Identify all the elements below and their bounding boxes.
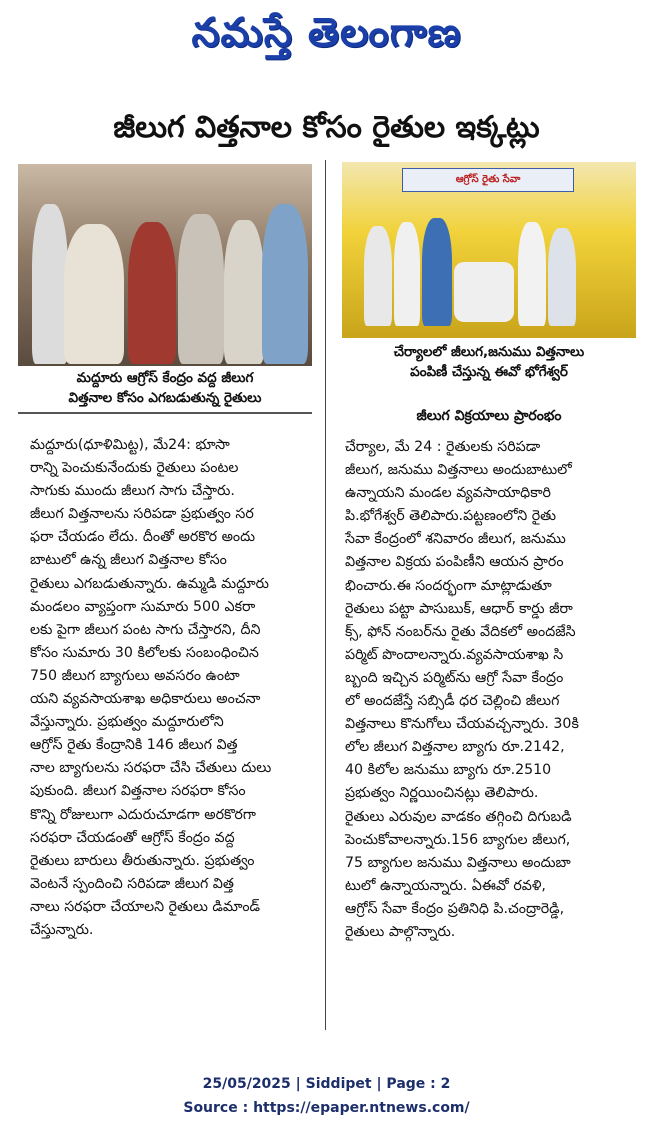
right-caption-line-2: పంపిణీ చేస్తున్న ఈవో భోగేశ్వర్: [410, 364, 568, 380]
article-line: పెంచుకోవాలన్నారు.156 బ్యాగుల జీలుగ,: [345, 831, 571, 848]
right-news-photo: [342, 162, 636, 338]
article-line: మండలం వ్యాప్తంగా సుమారు 500 ఎకరా: [30, 598, 256, 615]
article-line: సాగుకు ముందు జీలుగ సాగు చేస్తారు.: [30, 483, 235, 500]
article-line: ఉన్నాయని మండల వ్యవసాయాధికారి: [345, 485, 551, 502]
left-photo-caption: [18, 368, 312, 414]
article-line: పి.భోగేశ్వర్ తెలిపారు.పట్టణంలోని రైతు: [345, 508, 557, 525]
left-news-photo: [18, 164, 312, 366]
article-line: 40 కిలోల జనుము బ్యాగు రూ.2510: [345, 762, 552, 779]
article-line: ఆగ్రోస్ సేవా కేంద్రం ప్రతినిధి పి.చంద్రారెడ్డి,: [345, 900, 565, 917]
article-line: రైతులు ఎరువుల వాడకం తగ్గించి దిగుబడి: [345, 808, 572, 825]
shop-sign: ఆగ్రోస్ రైతు సేవా: [402, 168, 574, 192]
left-caption-line-2: విత్తనాల కోసం ఎగబడుతున్న రైతులు: [68, 390, 262, 406]
article-line: రాన్ని పెంచుకునేందుకు రైతులు పంటల: [30, 460, 239, 477]
article-line: జీలుగ, జనుము విత్తనాలు అందుబాటులో: [345, 462, 572, 479]
article-line: క్స్, ఫోన్ నంబర్‌ను రైతు వేదికలో అందజేసి: [345, 623, 576, 640]
article-headline: జీలుగ విత్తనాల కోసం రైతుల ఇక్కట్లు: [113, 110, 540, 145]
article-line: రైతులు పాల్గొన్నారు.: [345, 923, 456, 940]
article-line: వెంటనే స్పందించి సరిపడా జీలుగ విత్త: [30, 875, 234, 892]
article-line: రైతులు పట్టా పాసుబుక్, ఆధార్ కార్డు జీరా: [345, 600, 573, 617]
article-line: కోసం సుమారు 30 కిలోలకు సంబంధించిన: [30, 644, 259, 661]
page-footer: [0, 1072, 653, 1120]
article-line: సేవా కేంద్రంలో శనివారం జీలుగ, జనుము: [345, 531, 566, 548]
article-line: యని వ్యవసాయశాఖ అధికారులు అంచనా: [30, 691, 261, 708]
article-line: నాలు సరఫరా చేయాలని రైతులు డిమాండ్: [30, 898, 261, 915]
article-line: మద్దూరు(ధూళిమిట్ట), మే24: భూసా: [30, 437, 230, 453]
right-article-subheading: జీలుగ విక్రయాలు ప్రారంభం: [416, 408, 562, 424]
article-line: 750 జీలుగ బ్యాగులు అవసరం ఉంటా: [30, 667, 240, 684]
article-line: కొన్ని రోజులుగా ఎదురుచూడగా అరకొరగా: [30, 806, 256, 823]
article-line: పుకుంది. జీలుగ విత్తనాల సరఫరా కోసం: [30, 783, 246, 800]
right-photo-caption: [342, 342, 636, 386]
article-line: ప్రభుత్వం నిర్ణయించినట్లు తెలిపారు.: [345, 785, 539, 802]
article-line: లోల జీలుగ విత్తనాల బ్యాగు రూ.2142,: [345, 739, 565, 756]
article-line: చేస్తున్నారు.: [30, 921, 94, 938]
article-line: పర్మిట్ పొందాలన్నారు.వ్యవసాయశాఖ సి: [345, 646, 564, 663]
left-article-body: [30, 434, 314, 942]
article-line: టులో ఉన్నాయన్నారు. ఏఈవో రవళి,: [345, 877, 546, 894]
article-line: ఆగ్రోస్ రైతు కేంద్రానికి 146 జీలుగ విత్త: [30, 737, 238, 754]
article-line: రైతులు బారులు తీరుతున్నారు. ప్రభుత్వం: [30, 852, 255, 869]
article-line: 75 బ్యాగుల జనుము విత్తనాలు అందుబా: [345, 854, 571, 871]
article-line: లో అందజేస్తే సబ్సిడీ ధర చెల్లించి జీలుగ: [345, 693, 560, 710]
article-line: ఫరా చేయడం లేదు. దీంతో అరకొర అందు: [30, 529, 256, 546]
article-line: భించారు.ఈ సందర్భంగా మాట్లాడుతూ: [345, 577, 552, 594]
article-line: జీలుగ విత్తనాలను సరిపడా ప్రభుత్వం సర: [30, 506, 254, 523]
article-line: లకు పైగా జీలుగ పంట సాగు చేస్తారని, దీని: [30, 621, 261, 638]
column-divider: [325, 160, 326, 1030]
article-line: చేర్యాల, మే 24 : రైతులకు సరిపడా: [345, 439, 541, 455]
article-line: విత్తనాల విక్రయ పంపిణీని ఆయన ప్రారం: [345, 554, 564, 571]
footer-source: Source : https://epaper.ntnews.com/: [183, 1100, 470, 1116]
right-caption-line-1: చేర్యాలలో జీలుగ,జనుము విత్తనాలు: [393, 344, 585, 360]
masthead: [0, 0, 653, 90]
article-line: వేస్తున్నారు. ప్రభుత్వం మద్దూరులోని: [30, 714, 224, 731]
article-line: రైతులు ఎగబడుతున్నారు. ఉమ్మడి మద్దూరు: [30, 575, 269, 592]
left-caption-line-1: మద్దూరు ఆగ్రోస్ కేంద్రం వద్ద జీలుగ: [76, 370, 254, 386]
article-line: బ్బంది ఇచ్చిన పర్మిట్‌ను ఆగ్రో సేవా కేంద్రం: [345, 669, 564, 686]
article-line: బాటులో ఉన్న జీలుగ విత్తనాల కోసం: [30, 552, 227, 569]
newspaper-title: నమస్తే తెలంగాణ: [191, 10, 462, 56]
right-article-body: [345, 436, 640, 944]
footer-date-edition: 25/05/2025 | Siddipet | Page : 2: [202, 1076, 451, 1092]
article-line: సరఫరా చేయడంతో ఆగ్రోస్ కేంద్రం వద్ద: [30, 829, 235, 846]
article-line: నాల బ్యాగులను సరఫరా చేసి చేతులు దులు: [30, 760, 272, 777]
article-line: విత్తనాలు కొనుగోలు చేయవచ్చన్నారు. 30కి: [345, 716, 579, 733]
